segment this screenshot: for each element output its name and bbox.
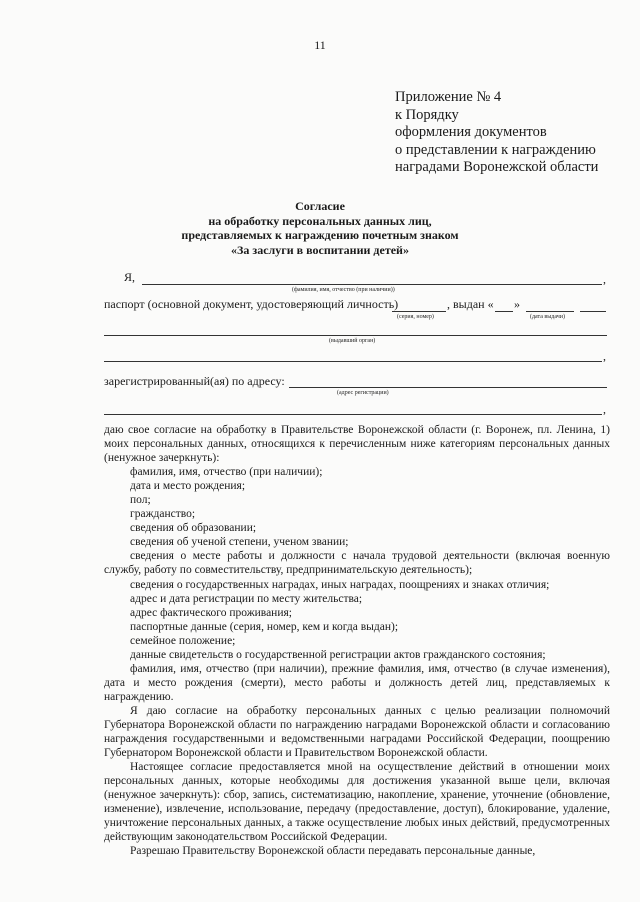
title-line: Согласие [295, 199, 345, 213]
data-category-item: паспортные данные (серия, номер, кем и когда выдан); [130, 620, 399, 633]
series-caption: (серия, номер) [397, 314, 434, 320]
data-category-item: сведения о месте работы и должности с начала трудовой деятельности (включая военную службу, работу по совместительству, предпринимательскую деятельность); [104, 550, 610, 577]
consent-body [104, 423, 610, 858]
comma: , [603, 349, 606, 363]
issued-label: , выдан « [447, 297, 494, 311]
date-caption: (дата выдачи) [530, 314, 565, 320]
title-line: на обработку персональных данных лиц, [208, 213, 432, 228]
issue-day-field[interactable] [495, 311, 513, 312]
appendix-header [395, 89, 598, 177]
issuer-field-continued[interactable] [104, 361, 602, 362]
registered-label: зарегистрированный(ая) по адресу: [104, 374, 285, 388]
data-category-item: сведения о государственных наградах, иных наградах, поощрениях и знаках отличия; [130, 578, 550, 591]
data-category-item: адрес фактического проживания; [130, 606, 292, 619]
address-field-continued[interactable] [104, 414, 602, 415]
i-label: Я, [124, 270, 136, 284]
address-caption: (адрес регистрации) [337, 390, 389, 396]
consent-actions-paragraph: Настоящее согласие предоставляется мной на осуществление действий в отношении моих персональных данных, которые необходимы для достижения указанной выше цели, включая (ненужное зачеркнуть): сбор, запись, систематизацию, накопление, хранение, уточнение (обновление, изменение), извлечение, использование, передачу (предоставление, доступ), блокирование, удаление, уничтожение персональных данных, а также осуществление любых иных действий, предусмотренных действующим законодательством Российской Федерации. [104, 761, 610, 844]
appendix-line: наградами Воронежской области [395, 159, 599, 176]
title-line: «За заслуги в воспитании детей» [231, 242, 409, 257]
page-number: 11 [314, 38, 326, 52]
issuer-field[interactable] [104, 335, 607, 336]
appendix-line: Приложение № 4 [395, 89, 502, 105]
issue-year-field[interactable] [580, 311, 606, 312]
data-category-item: фамилия, имя, отчество (при наличии), прежние фамилия, имя, отчество (в случае изменения), дата и место рождения (смерти), место работы и должность детей лиц, представляемых к награждению. [104, 662, 610, 703]
data-category-item: сведения об образовании; [130, 522, 257, 535]
data-category-item: адрес и дата регистрации по месту жительства; [130, 592, 363, 605]
issue-month-field[interactable] [526, 311, 574, 312]
comma: , [603, 402, 606, 416]
address-field[interactable] [289, 387, 607, 388]
data-category-item: сведения об ученой степени, ученом звании; [130, 536, 349, 549]
appendix-line: оформления документов [395, 124, 547, 141]
data-category-item: данные свидетельств о государственной регистрации актов гражданского состояния; [130, 648, 546, 661]
quote-close: » [514, 297, 520, 311]
consent-transfer-paragraph: Разрешаю Правительству Воронежской области передавать персональные данные, [130, 845, 536, 858]
fio-field[interactable] [142, 284, 602, 285]
passport-series-field[interactable] [392, 311, 446, 312]
data-category-item: пол; [130, 494, 151, 507]
data-category-item: гражданство; [130, 508, 196, 521]
data-category-item: фамилия, имя, отчество (при наличии); [130, 466, 323, 479]
title-line: представляемых к награждению почетным знаком [181, 228, 459, 243]
fio-caption: (фамилия, имя, отчество (при наличии)) [292, 287, 395, 293]
appendix-line: о представлении к награждению [395, 141, 596, 158]
data-category-item: семейное положение; [130, 634, 236, 647]
consent-purpose-paragraph: Я даю согласие на обработку персональных данных с целью реализации полномочий Губернатора Воронежской области по награждению наградами Воронежской области и согласованию награждения государственными и ведомственными наградами Российской Федерации, поощрению Губернатором Воронежской области и Правительством Воронежской области. [104, 704, 610, 760]
data-category-item: дата и место рождения; [130, 480, 246, 493]
consent-intro: даю свое согласие на обработку в Правительстве Воронежской области (г. Воронеж, пл. Ленина, 1) моих персональных данных, относящихся к перечисленным ниже категориям персональных данных (ненужное зачеркнуть): [104, 424, 610, 465]
appendix-line: к Порядку [395, 106, 459, 123]
passport-label: паспорт (основной документ, удостоверяющий личность) [104, 297, 399, 311]
comma: , [603, 272, 606, 286]
issuer-caption: (выдавший орган) [329, 338, 376, 344]
document-title [0, 199, 640, 257]
